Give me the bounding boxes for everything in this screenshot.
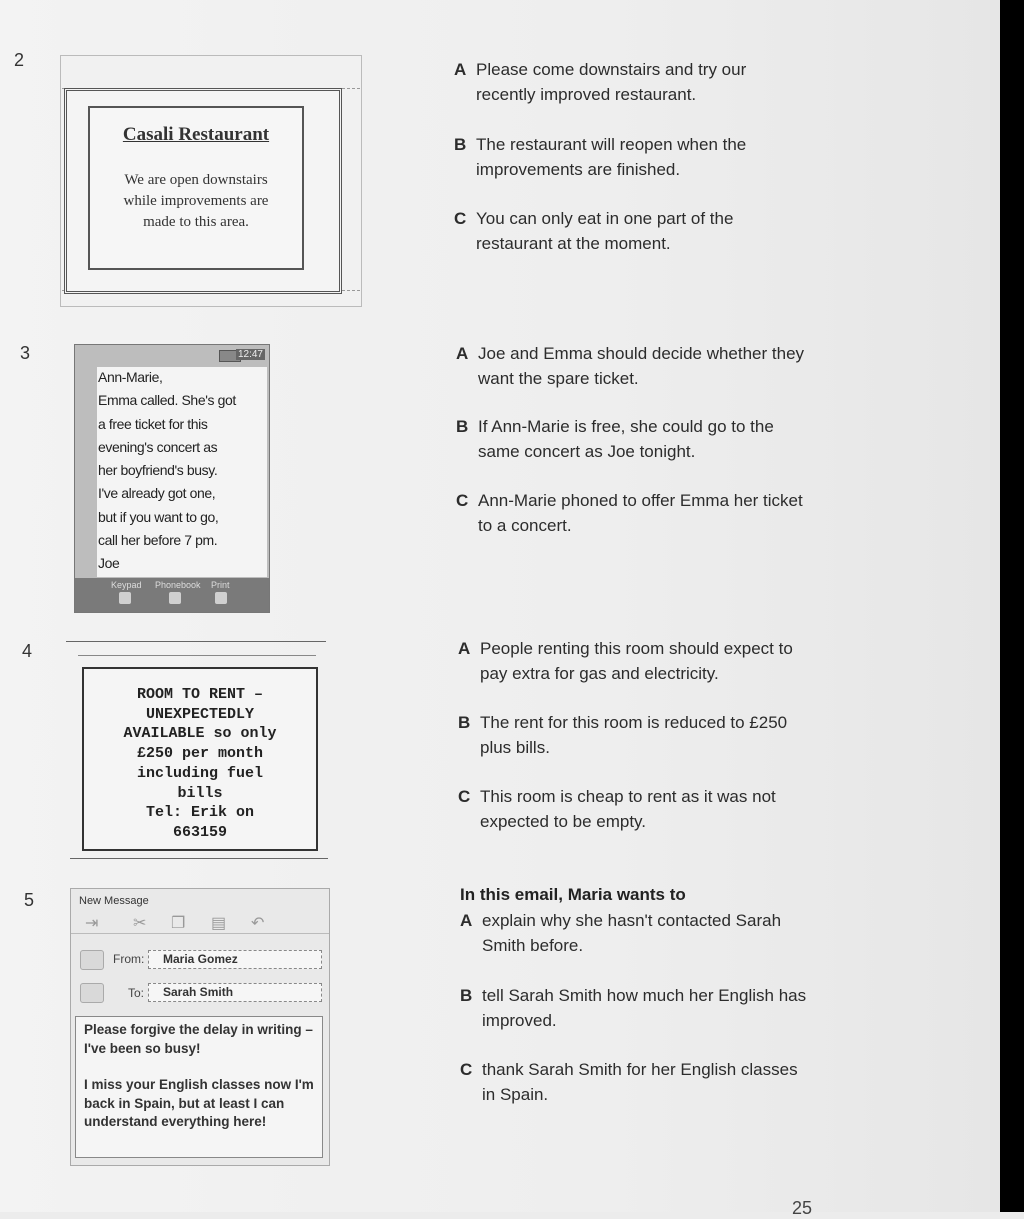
softkey-label: Keypad (111, 580, 142, 590)
email-window-title: New Message (79, 895, 149, 907)
keypad-icon (119, 592, 131, 604)
option-b[interactable] (454, 132, 806, 182)
divider (78, 655, 316, 656)
email-toolbar (71, 911, 329, 934)
option-text: The restaurant will reopen when the improvements are finished. (476, 135, 747, 179)
phone-clock: 12:47 (237, 349, 263, 360)
option-a[interactable] (460, 908, 812, 958)
option-text: Joe and Emma should decide whether they want the spare ticket. (478, 344, 805, 388)
sign-line: while improvements are (123, 193, 269, 209)
dark-background-edge (1000, 0, 1024, 1212)
message-line: call her before 7 pm. (98, 532, 218, 549)
cut-icon: ✂ (133, 915, 147, 932)
notice-line: Tel: Erik on (145, 804, 255, 822)
question-number: 4 (22, 641, 33, 661)
print-icon (215, 592, 227, 604)
from-field: Maria Gomez (148, 950, 322, 969)
notice-line: £250 per month (136, 745, 264, 763)
notice-line: 663159 (172, 823, 227, 841)
option-text: tell Sarah Smith how much her English has improved. (482, 986, 807, 1030)
from-label: From: (113, 952, 145, 966)
option-b[interactable] (460, 983, 812, 1033)
paste-icon: ▤ (211, 915, 227, 932)
option-text: explain why she hasn't contacted Sarah Smith before. (482, 911, 782, 955)
option-c[interactable] (460, 1057, 812, 1107)
option-letter: B (454, 135, 467, 154)
to-label: To: (128, 986, 145, 1000)
message-line: Emma called. She's got (98, 392, 236, 409)
message-line: Ann-Marie, (98, 369, 163, 385)
phonebook-icon (169, 592, 181, 604)
option-text: The rent for this room is reduced to £250 plus bills. (480, 713, 788, 757)
copy-icon: ❐ (171, 915, 186, 932)
option-b[interactable] (458, 710, 810, 760)
phone-softkeys (75, 578, 269, 612)
option-letter: C (458, 787, 471, 806)
question-number: 3 (20, 343, 31, 363)
message-line: her boyfriend's busy. (98, 462, 218, 479)
email-paragraph: I miss your English classes now I'm back in Spain, but at least I can understand everything here! (84, 1077, 314, 1129)
question-lead: In this email, Maria wants to (460, 885, 686, 904)
option-letter: B (460, 986, 473, 1005)
undo-icon: ↶ (251, 915, 265, 932)
sign-line: We are open downstairs (124, 172, 268, 188)
option-c[interactable] (454, 206, 806, 256)
restaurant-sign (88, 106, 304, 270)
notice-line: bills (177, 784, 223, 802)
softkey-label: Phonebook (155, 580, 201, 590)
option-text: Please come downstairs and try our recently improved restaurant. (476, 60, 747, 104)
option-letter: C (456, 491, 469, 510)
notice-line: AVAILABLE so only (123, 725, 277, 743)
option-letter: B (456, 417, 469, 436)
divider (66, 641, 326, 642)
address-book-icon (80, 950, 104, 970)
option-text: People renting this room should expect to pay extra for gas and electricity. (480, 639, 793, 683)
option-text: You can only eat in one part of the restaurant at the moment. (476, 209, 734, 253)
message-line: a free ticket for this (98, 415, 208, 432)
softkey-label: Print (211, 580, 230, 590)
message-line: I've already got one, (98, 485, 216, 502)
room-to-rent-notice (82, 667, 318, 851)
send-icon: ⇥ (85, 915, 99, 932)
notice-line: UNEXPECTEDLY (145, 705, 255, 723)
to-field: Sarah Smith (148, 983, 322, 1002)
email-paragraph: Please forgive the delay in writing – I've been so busy! (84, 1022, 313, 1056)
divider (70, 858, 328, 859)
option-a[interactable] (458, 636, 810, 686)
option-text: thank Sarah Smith for her English classes in Spain. (482, 1060, 798, 1104)
option-c[interactable] (456, 488, 808, 538)
notice-line: ROOM TO RENT – (136, 686, 264, 703)
page-number: 25 (792, 1198, 813, 1218)
option-letter: B (458, 713, 471, 732)
option-letter: A (454, 60, 467, 79)
option-letter: A (456, 344, 469, 363)
option-text: If Ann-Marie is free, she could go to the same concert as Joe tonight. (478, 417, 774, 461)
option-b[interactable] (456, 414, 808, 464)
option-text: Ann-Marie phoned to offer Emma her ticket to a concert. (478, 491, 803, 535)
address-book-icon (80, 983, 104, 1003)
question-number: 5 (24, 890, 35, 910)
phone-message-text (98, 366, 266, 576)
phone-status-bar (75, 345, 269, 367)
option-c[interactable] (458, 784, 810, 834)
sign-line: made to this area. (143, 214, 249, 230)
sign-body (90, 170, 302, 233)
option-letter: A (460, 911, 473, 930)
message-line: but if you want to go, (98, 508, 219, 525)
message-line: evening's concert as (98, 438, 218, 455)
option-letter: C (454, 209, 467, 228)
sign-title: Casali Restaurant (122, 124, 270, 145)
option-text: This room is cheap to rent as it was not expected to be empty. (480, 787, 776, 831)
option-a[interactable] (456, 341, 808, 391)
option-letter: C (460, 1060, 473, 1079)
notice-line: including fuel (136, 764, 264, 782)
option-letter: A (458, 639, 471, 658)
option-a[interactable] (454, 57, 806, 107)
question-number: 2 (14, 50, 25, 70)
message-line: Joe (98, 555, 120, 572)
